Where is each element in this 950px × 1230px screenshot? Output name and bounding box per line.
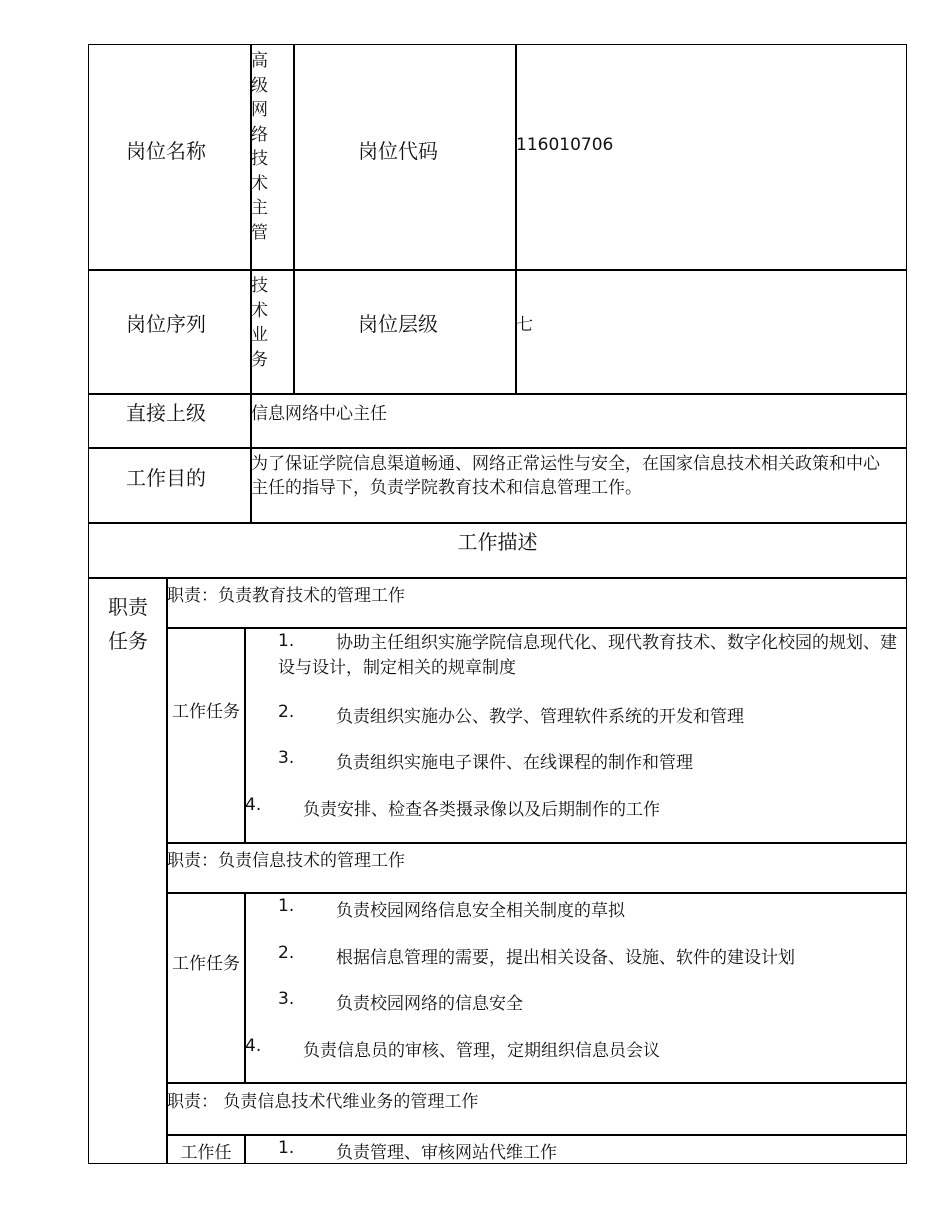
duty-3-title: 职责： 负责信息技术代维业务的管理工作 (167, 1092, 479, 1112)
post-code-label: 岗位代码 (358, 139, 438, 163)
cell-duty-3-title (166, 1082, 907, 1136)
task-text: 协助主任组织实施学院信息现代化、现代教育技术、数字化校园的规划、建设与设计，制定相关的规章制度 (278, 633, 897, 678)
task-number: 3. (278, 989, 295, 1009)
cell-post-code-value (515, 44, 907, 271)
task-text: 负责校园网络信息安全相关制度的草拟 (336, 901, 625, 921)
cell-post-series-label (88, 269, 252, 395)
task-text: 负责组织实施办公、教学、管理软件系统的开发和管理 (336, 707, 744, 727)
cell-post-level-value (515, 269, 907, 395)
duty-2-tasks-label: 工作任务 (172, 954, 240, 974)
cell-purpose-label (88, 447, 252, 524)
post-series-value: 技术业务 (251, 276, 268, 370)
cell-duty-1-tasks (244, 627, 907, 844)
cell-duty-3-tasks-label (166, 1134, 246, 1164)
duty-1-tasks-label: 工作任务 (172, 702, 240, 722)
purpose-value: 为了保证学院信息渠道畅通、网络正常运性与安全，在国家信息技术相关政策和中心主任的指导下，负责学院教育技术和信息管理工作。 (251, 454, 880, 498)
cell-duties-label (88, 577, 168, 1164)
post-level-value: 七 (516, 315, 533, 335)
post-name-value: 高级网络技术主管 (251, 51, 268, 243)
task-text: 负责安排、检查各类摄录像以及后期制作的工作 (303, 800, 660, 820)
cell-duty-2-tasks-label (166, 892, 246, 1084)
duty-2-title: 职责：负责信息技术的管理工作 (167, 851, 405, 871)
task-text: 负责校园网络的信息安全 (336, 994, 523, 1014)
task-number: 2. (278, 943, 295, 963)
cell-duty-2-title (166, 842, 907, 894)
task-number: 1. (278, 631, 295, 651)
post-level-label: 岗位层级 (358, 312, 438, 336)
post-code-value: 116010706 (516, 135, 614, 155)
task-number: 1. (278, 1138, 295, 1158)
cell-duty-1-title (166, 577, 907, 629)
task-text: 根据信息管理的需要，提出相关设备、设施、软件的建设计划 (336, 948, 795, 968)
post-series-label: 岗位序列 (126, 312, 206, 336)
duties-label: 职责任务 (108, 595, 148, 653)
cell-description-title (88, 522, 907, 579)
description-title: 工作描述 (457, 530, 538, 554)
cell-post-level-label (293, 269, 517, 395)
cell-duty-3-tasks (244, 1134, 907, 1164)
cell-duty-2-tasks (244, 892, 907, 1084)
task-number: 3. (278, 748, 295, 768)
cell-duty-1-tasks-label (166, 627, 246, 844)
duty-3-tasks-label: 工作任 (180, 1143, 232, 1163)
task-number: 2. (278, 702, 295, 722)
task-number: 1. (278, 896, 295, 916)
cell-post-name-value (250, 44, 295, 271)
task-text: 负责管理、审核网站代维工作 (336, 1143, 557, 1163)
purpose-label: 工作目的 (126, 466, 206, 490)
cell-superior-value (250, 393, 907, 449)
task-text: 负责信息员的审核、管理，定期组织信息员会议 (303, 1041, 660, 1061)
duty-1-title: 职责：负责教育技术的管理工作 (167, 586, 405, 606)
cell-superior-label (88, 393, 252, 449)
superior-label: 直接上级 (126, 401, 206, 425)
cell-post-series-value (250, 269, 295, 395)
cell-post-name-label (88, 44, 252, 271)
task-text: 负责组织实施电子课件、在线课程的制作和管理 (336, 753, 693, 773)
superior-value: 信息网络中心主任 (251, 404, 387, 424)
cell-purpose-value (250, 447, 907, 524)
cell-post-code-label (293, 44, 517, 271)
post-name-label: 岗位名称 (126, 139, 206, 163)
task-number: 4. (245, 795, 262, 815)
task-number: 4. (245, 1036, 262, 1056)
